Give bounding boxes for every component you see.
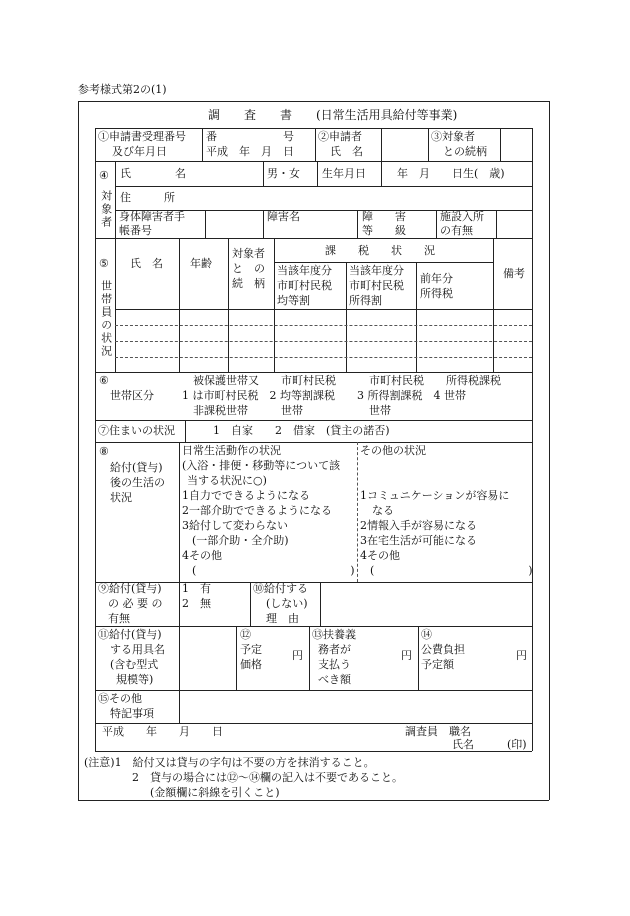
investigator-title: 調査員 職名 [405, 725, 471, 738]
age-label: 年齢 [190, 257, 212, 270]
relation-label-2: と の [232, 262, 265, 275]
household-number: ⑤ [99, 257, 109, 270]
notes-label: 備考 [503, 267, 525, 280]
other-option: ( ) [370, 564, 533, 577]
public-label-2: 予定額 [421, 658, 454, 671]
public-label: 公費負担 [421, 643, 465, 656]
adl-option: 2一部介助でできるようになる [182, 504, 332, 517]
subject-vertical-label: 対象者 [99, 190, 113, 229]
daily-number: ⑧ [99, 445, 109, 458]
applicant-name-label: 氏 名 [330, 145, 363, 158]
public-yen: 円 [516, 649, 527, 662]
income-tax-label: 前年分 [420, 272, 453, 285]
adl-line: 日常生活動作の状況 [182, 444, 281, 457]
support-label-2: 務者が [318, 643, 351, 656]
income-tax-label-2: 所得税 [420, 287, 453, 300]
table-top [95, 128, 532, 129]
page-title: 調 査 書 (日常生活用具給付等事業) [208, 108, 458, 122]
receipt-number-label: ①申請書受理番号 [98, 130, 186, 143]
tax-income-label-2: 市町村民税 [349, 279, 404, 292]
frame-top [78, 101, 549, 102]
price-label: 予定 [240, 643, 262, 656]
reason-label: ⑩給付する [253, 582, 308, 595]
receipt-date-label: 及び年月日 [112, 145, 167, 158]
item-name-label: ⑪給付(貸与) [98, 628, 162, 641]
other-option: 1コミュニケーションが容易に [360, 489, 510, 502]
tax-per-capita-label-3: 均等割 [277, 294, 310, 307]
adl-option: (一部介助・全介助) [192, 534, 289, 547]
category-number: ⑥ [99, 374, 109, 387]
note-3: (金額欄に斜線を引くこと) [150, 786, 280, 799]
item-name-label-2: する用具名 [110, 643, 165, 656]
other-option: なる [372, 504, 394, 517]
daily-label-2: 後の生活の [110, 476, 165, 489]
footer-date: 平成 年 月 日 [102, 725, 223, 738]
housing-options: 1 自家 2 借家 (貸主の諾否) [213, 424, 390, 437]
need-option-no: 2 無 [182, 597, 211, 610]
category-line-3: 非課税世帯 世帯 世帯 [193, 404, 391, 417]
facility-label: 施設入所 [440, 210, 484, 223]
relation-label-3: 続 柄 [232, 277, 265, 290]
reason-label-3: 理 由 [266, 612, 299, 625]
member-name-label: 氏 名 [130, 257, 163, 270]
price-label-2: 価格 [240, 658, 262, 671]
note-2: 2 貸与の場合には⑫～⑭欄の記入は不要であること。 [132, 771, 403, 784]
frame-left [78, 101, 79, 800]
remarks-label-2: 特記事項 [110, 707, 154, 720]
adl-line: 当する状況に○) [187, 474, 267, 487]
need-label-3: 有無 [108, 612, 130, 625]
subject-number: ④ [99, 169, 109, 182]
address-label: 住 所 [120, 191, 175, 204]
birth-value: 年 月 日生( 歳) [397, 167, 505, 180]
category-line-1: 被保護世帯又 市町村民税 市町村民税 所得税課税 [193, 374, 501, 387]
support-label: ⑬扶養義 [312, 628, 356, 641]
sex-options: 男・女 [267, 167, 300, 180]
relation-label: 対象者 [232, 247, 265, 260]
certificate-label: 身体障害者手 [119, 210, 185, 223]
housing-label: ⑦住まいの状況 [98, 424, 175, 437]
tax-income-label: 当該年度分 [349, 264, 404, 277]
frame-right [549, 101, 550, 800]
price-yen: 円 [292, 649, 303, 662]
reason-label-2: (しない) [266, 597, 308, 610]
tax-income-label-3: 所得割 [349, 294, 382, 307]
table-right [532, 128, 533, 751]
applicant-label: ②申請者 [318, 130, 362, 143]
daily-label-3: 状況 [110, 491, 132, 504]
category-label: 世帯区分 [110, 389, 154, 402]
need-option-yes: 1 有 [182, 582, 211, 595]
tax-per-capita-label-2: 市町村民税 [277, 279, 332, 292]
tax-status-header: 課 税 状 況 [325, 244, 435, 257]
tax-per-capita-label: 当該年度分 [277, 264, 332, 277]
other-option: 4その他 [360, 549, 400, 562]
grade-label-2: 等 級 [362, 224, 406, 237]
adl-option: 3給付して変わらない [182, 519, 288, 532]
other-option: 3在宅生活が可能になる [360, 534, 477, 547]
household-vertical-label: 世帯員の状況 [99, 280, 113, 358]
support-label-4: べき額 [318, 673, 351, 686]
note-1: (注意)1 給付又は貸与の字句は不要の方を抹消すること。 [84, 756, 375, 769]
birth-label: 生年月日 [322, 167, 366, 180]
price-number: ⑫ [240, 628, 251, 641]
investigator-name: 氏名 (印) [452, 738, 527, 751]
heisei-date-field: 平成 年 月 日 [206, 145, 294, 158]
adl-option: 4その他 [182, 549, 222, 562]
need-label-2: の 必 要 の [108, 597, 163, 610]
need-label: ⑨給付(貸与) [98, 582, 162, 595]
adl-option: ( ) [192, 564, 355, 577]
support-label-3: 支払う [318, 658, 351, 671]
item-name-label-3: (含む型式 [110, 658, 159, 671]
other-option: 2情報入手が容易になる [360, 519, 477, 532]
certificate-label-2: 帳番号 [119, 224, 152, 237]
subject-name-label: 氏 名 [120, 167, 186, 180]
other-line: その他の状況 [360, 444, 426, 457]
form-label: 参考様式第2の(1) [78, 83, 167, 96]
frame-bottom [78, 800, 549, 801]
relationship-label: ③対象者 [431, 130, 475, 143]
disability-label: 障害名 [267, 210, 300, 223]
table-left [95, 128, 96, 751]
remarks-label: ⑮その他 [98, 692, 142, 705]
number-field: 番 号 [206, 130, 294, 143]
public-number: ⑭ [421, 628, 432, 641]
item-name-label-4: 規模等) [116, 673, 154, 686]
adl-option: 1自力でできるようになる [182, 489, 310, 502]
facility-label-2: の有無 [440, 224, 473, 237]
grade-label: 障 害 [362, 210, 406, 223]
relationship-sub-label: との続柄 [443, 145, 487, 158]
daily-label: 給付(貸与) [110, 461, 163, 474]
adl-line: (入浴・排便・移動等について該 [182, 459, 341, 472]
category-line-2: 1 は市町村民税 2 均等割課税 3 所得割課税 4 世帯 [182, 389, 466, 402]
support-yen: 円 [401, 649, 412, 662]
